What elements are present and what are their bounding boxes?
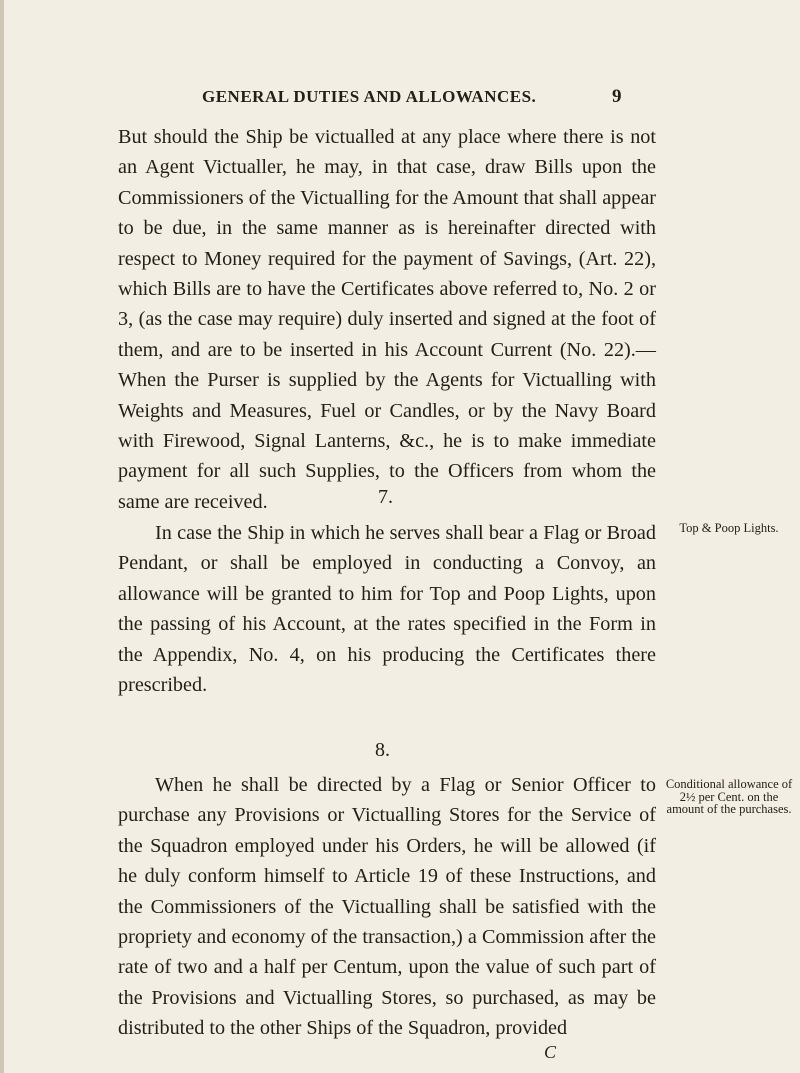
running-title: GENERAL DUTIES AND ALLOWANCES. bbox=[202, 87, 537, 106]
section-number-7: 7. bbox=[378, 486, 393, 508]
page-edge-shadow bbox=[0, 0, 4, 1073]
paragraph-top-poop-lights: In case the Ship in which he serves shall bear a Flag or Broad Pendant, or shall be employed in conducting a Convoy, an allowance will be granted to him for Top and Poop Lights, upon the passing of his Account, at the rates specified in the Form in the Appendix, No. 4, on his producing the Certificates there prescribed. bbox=[118, 522, 656, 697]
paragraph-conditional-allowance: When he shall be directed by a Flag or Senior Officer to purchase any Provisions or Victualling Stores for the Service of the Squadron employed under his Orders, he will be allowed (if he duly conform himself to Article 19 of these Instructions, and the Commissioners of the Victualling shall be satisfied with the propriety and economy of the transaction,) a Commission after the rate of two and a half per Centum, upon the value of such part of the Provisions and Victualling Stores, so purchased, as may be distributed to the other Ships of the Squadron, provided bbox=[118, 774, 656, 1040]
paragraph-victualling-bills: But should the Ship be victualled at any place where there is not an Agent Victualler, he may, in that case, draw Bills upon the Commissioners of the Victualling for the Amount that shall appear to be due, in the same manner as is hereinafter directed with respect to Money required for the payment of Savings, (Art. 22), which Bills are to have the Certificates above referred to, No. 2 or 3, (as the case may require) duly inserted and signed at the foot of them, and are to be inserted in his Account Current (No. 22).—When the Purser is supplied by the Agents for Victualling with Weights and Measures, Fuel or Candles, or by the Navy Board with Firewood, Signal Lanterns, &c., he is to make immediate payment for all such Supplies, to the Officers from whom the same are received. bbox=[118, 126, 656, 513]
page-number: 9 bbox=[612, 86, 622, 107]
signature-mark: C bbox=[544, 1042, 557, 1062]
marginal-note-conditional-allowance: Conditional allowance of 2½ per Cent. on the amount of the purchases. bbox=[665, 777, 793, 816]
section-number-8: 8. bbox=[375, 739, 390, 761]
marginal-note-top-poop-lights: Top & Poop Lights. bbox=[679, 521, 779, 535]
